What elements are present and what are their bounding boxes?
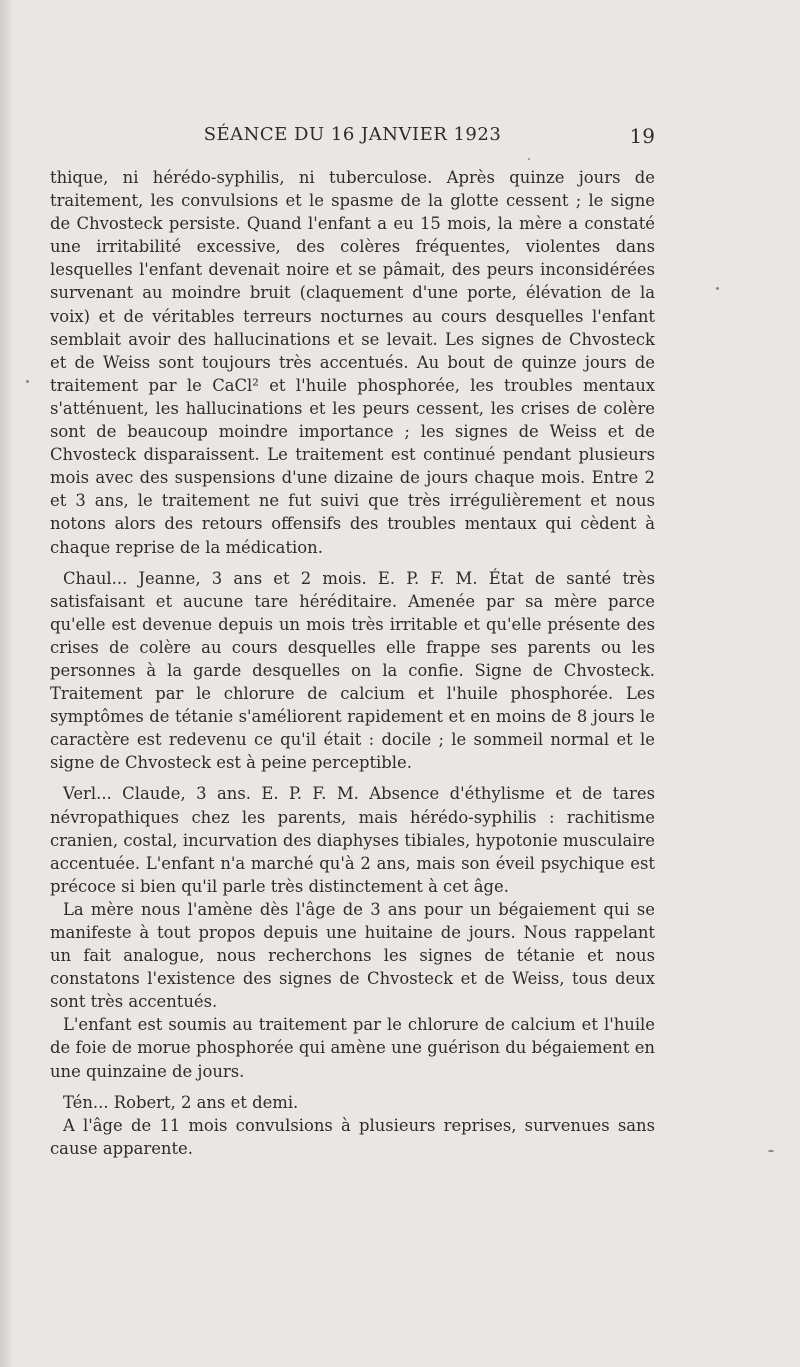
page-number: 19 xyxy=(629,124,655,148)
article-body xyxy=(50,166,655,1160)
paper-speck xyxy=(768,1150,774,1152)
paper-speck xyxy=(528,158,530,160)
paragraph-ten-history: A l'âge de 11 mois convulsions à plusieurs reprises, survenues sans cause apparente. xyxy=(50,1115,655,1158)
paragraph-verl-treatment: L'enfant est soumis au traitement par le chlorure de calcium et l'huile de foie de morue phosphorée qui amène une guérison du bégaiement en une quinzaine de jours. xyxy=(50,1015,655,1081)
page-edge-shadow xyxy=(0,0,14,1367)
paragraph-case-ten-robert: Tén... Robert, 2 ans et demi. xyxy=(63,1092,299,1112)
paper-speck xyxy=(26,380,29,383)
paragraph-verl-stammering: La mère nous l'amène dès l'âge de 3 ans pour un bégaiement qui se manifeste à tout propos depuis une huitaine de jours. Nous rappelant un fait analogue, nous recherchons les signes de tétanie et nous constatons l'existence des signes de Chvosteck et de Weiss, tous deux sont très accentués. xyxy=(50,899,655,1012)
paper-speck xyxy=(716,287,719,290)
running-title: SÉANCE DU 16 JANVIER 1923 xyxy=(203,124,502,145)
paragraph-case-continuation: thique, ni hérédo-syphilis, ni tuberculose. Après quinze jours de traitement, les convulsions et le spasme de la glotte cessent ; le signe de Chvosteck persiste. Quand l'enfant a eu 15 mois, la mère a constaté une irritabilité excessive, des colères fréquentes, violentes dans lesquelles l'enfant devenait noire et se pâmait, des peurs inconsidérées survenant au moindre bruit (claquement d'une porte, élévation de la voix) et de véritables terreurs nocturnes au cours desquelles l'enfant semblait avoir des hallucinations et se levait. Les signes de Chvosteck et de Weiss sont toujours très accentués. Au bout de quinze jours de traitement par le CaCl² et l'huile phosphorée, les troubles mentaux s'atténuent, les hallucinations et les peurs cessent, les crises de colère sont de beaucoup moindre importance ; les signes de Weiss et de Chvosteck disparaissent. Le traitement est continué pendant plusieurs mois avec des suspensions d'une dizaine de jours chaque mois. Entre 2 et 3 ans, le traitement ne fut suivi que très irrégulièrement et nous notons alors des retours offensifs des troubles mentaux qui cèdent à chaque reprise de la médication. xyxy=(50,168,655,557)
paragraph-case-verl-claude: Verl... Claude, 3 ans. E. P. F. M. Absence d'éthylisme et de tares névropathiques chez les parents, mais hérédo-syphilis : rachitisme cranien, costal, incurvation des diaphyses tibiales, hypotonie musculaire accentuée. L'enfant n'a marché qu'à 2 ans, mais son éveil psychique est précoce si bien qu'il parle très distinctement à cet âge. xyxy=(50,784,655,896)
paragraph-case-chaul-jeanne: Chaul... Jeanne, 3 ans et 2 mois. E. P. F. M. État de santé très satisfaisant et aucune tare héréditaire. Amenée par sa mère parce qu'elle est devenue depuis un mois très irritable et qu'elle présente des crises de colère au cours desquelles elle frappe ses parents ou les personnes à la garde desquelles on la confie. Signe de Chvosteck. Traitement par le chlorure de calcium et l'huile phosphorée. Les symptômes de tétanie s'améliorent rapidement et en moins de 8 jours le caractère est redevenu ce qu'il était : docile ; le sommeil normal et le signe de Chvosteck est à peine perceptible. xyxy=(50,568,655,773)
page-header xyxy=(50,124,655,152)
